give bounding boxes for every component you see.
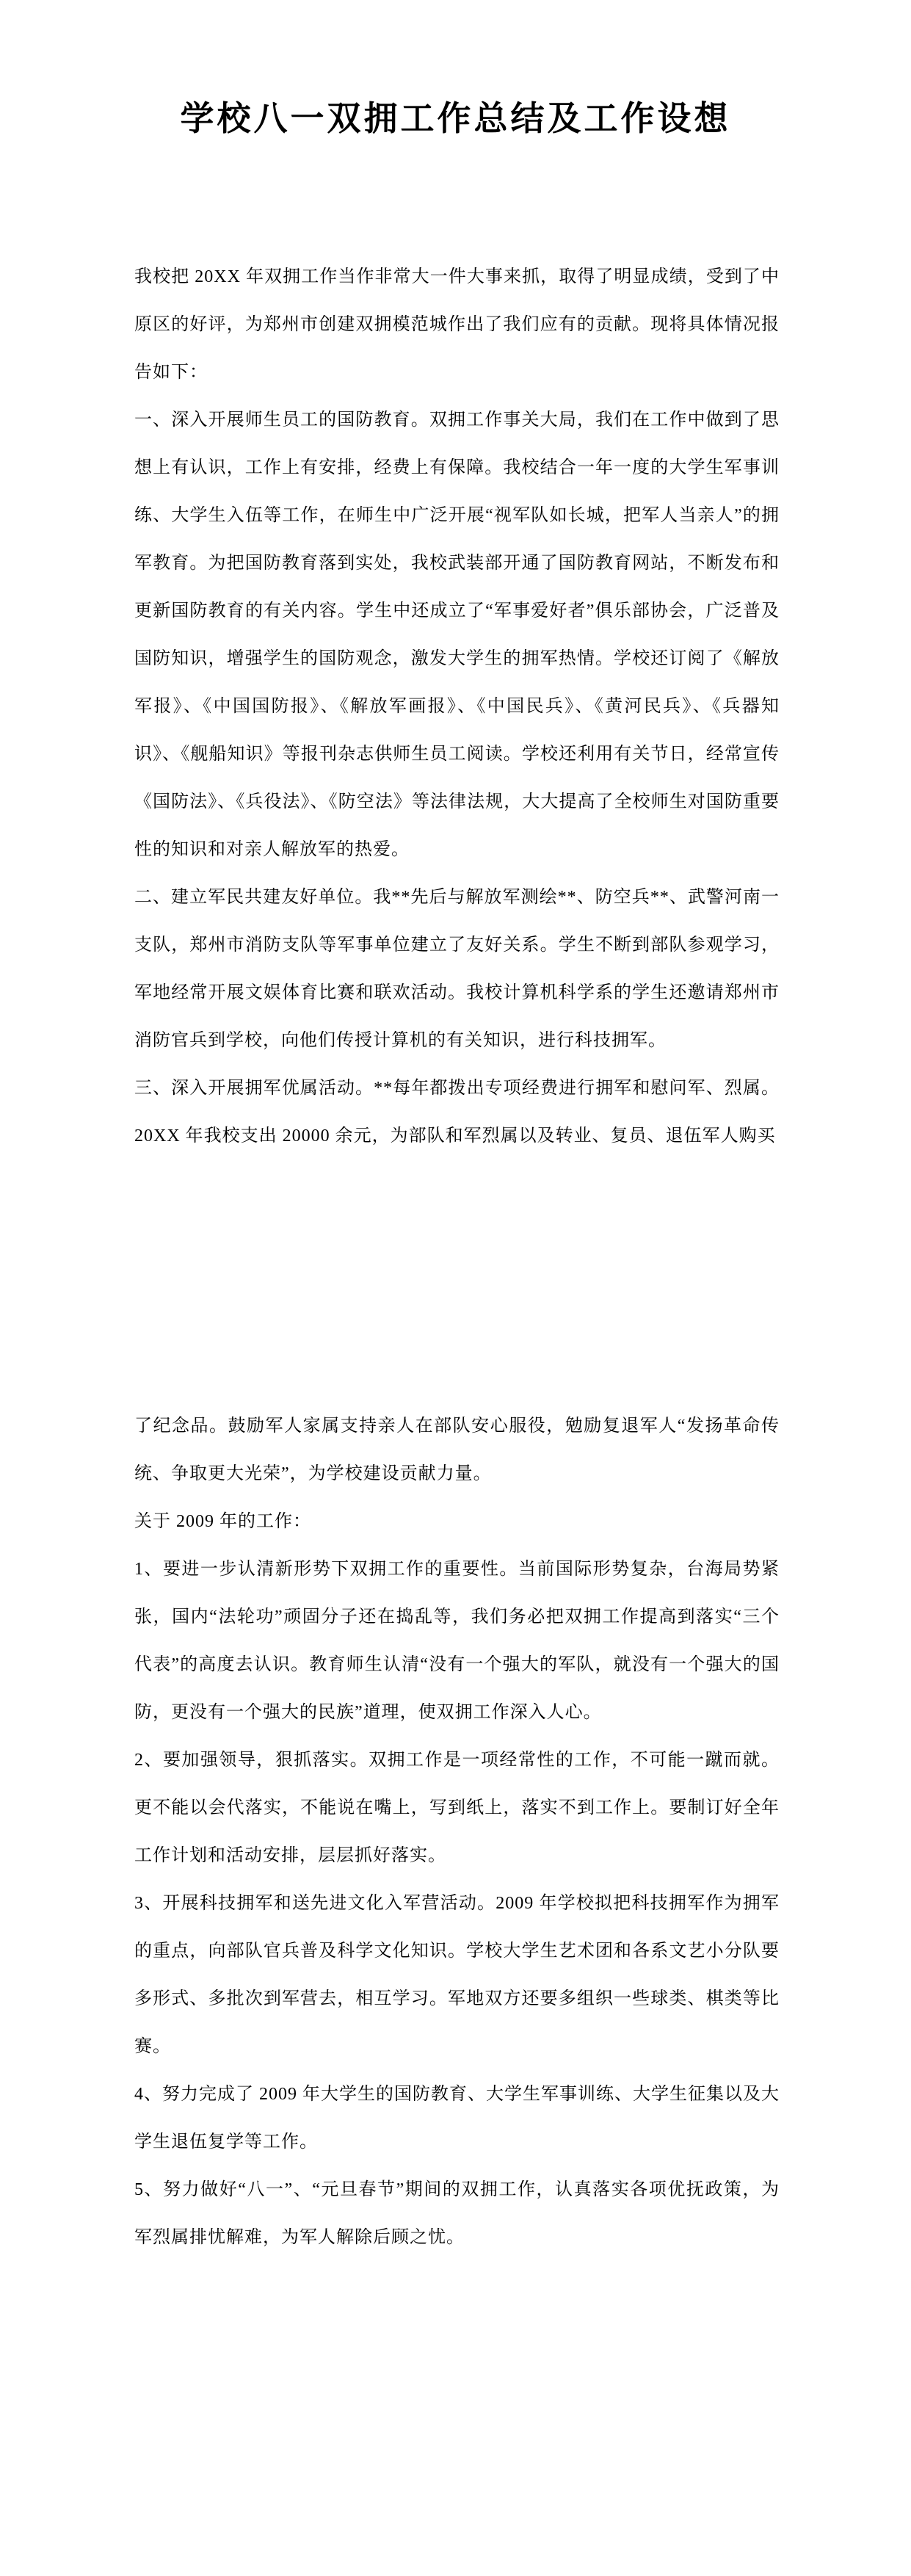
paragraph-item-5: 5、努力做好“八一”、“元旦春节”期间的双拥工作，认真落实各项优抚政策，为军烈属排忧解难，为军人解除后顾之忧。 [134,2180,780,2247]
document-body [134,253,780,2262]
paragraph-2009-heading: 关于 2009 年的工作： [134,1512,311,1531]
paragraph-item-2: 2、要加强领导，狠抓落实。双拥工作是一项经常性的工作，不可能一蹴而就。更不能以会代落实，不能说在嘴上，写到纸上，落实不到工作上。要制订好全年工作计划和活动安排，层层抓好落实。 [134,1751,780,1865]
document-title: 学校八一双拥工作总结及工作设想 [180,100,731,137]
paragraph-item-4: 4、努力完成了 2009 年大学生的国防教育、大学生军事训练、大学生征集以及大学生退伍复学等工作。 [134,2085,780,2152]
paragraph-intro: 我校把 20XX 年双拥工作当作非常大一件大事来抓，取得了明显成绩，受到了中原区的好评，为郑州市创建双拥模范城作出了我们应有的贡献。现将具体情况报告如下： [134,267,780,382]
paragraph-item-3: 3、开展科技拥军和送先进文化入军营活动。2009 年学校拟把科技拥军作为拥军的重点，向部队官兵普及科学文化知识。学校大学生艺术团和各系文艺小分队要多形式、多批次到军营去，相互学习。军地双方还要多组织一些球类、棋类等比赛。 [134,1894,780,2056]
paragraph-section-3-part-1: 三、深入开展拥军优属活动。**每年都拨出专项经费进行拥军和慰问军、烈属。20XX 年我校支出 20000 余元，为部队和军烈属以及转业、复员、退伍军人购买 [134,1079,780,1146]
paragraph-section-2: 二、建立军民共建友好单位。我**先后与解放军测绘**、防空兵**、武警河南一支队，郑州市消防支队等军事单位建立了友好关系。学生不断到部队参观学习，军地经常开展文娱体育比赛和联欢活动。我校计算机科学系的学生还邀请郑州市消防官兵到学校，向他们传授计算机的有关知识，进行科技拥军。 [134,888,780,1050]
paragraph-section-3-part-2: 了纪念品。鼓励军人家属支持亲人在部队安心服役，勉励复退军人“发扬革命传统、争取更大光荣”，为学校建设贡献力量。 [134,1417,780,1483]
paragraph-section-1: 一、深入开展师生员工的国防教育。双拥工作事关大局，我们在工作中做到了思想上有认识，工作上有安排，经费上有保障。我校结合一年一度的大学生军事训练、大学生入伍等工作，在师生中广泛开展“视军队如长城，把军人当亲人”的拥军教育。为把国防教育落到实处，我校武装部开通了国防教育网站，不断发布和更新国防教育的有关内容。学生中还成立了“军事爱好者”俱乐部协会，广泛普及国防知识，增强学生的国防观念，激发大学生的拥军热情。学校还订阅了《解放军报》、《中国国防报》、《解放军画报》、《中国民兵》、《黄河民兵》、《兵器知识》、《舰船知识》等报刊杂志供师生员工阅读。学校还利用有关节日，经常宣传《国防法》、《兵役法》、《防空法》等法律法规，大大提高了全校师生对国防重要性的知识和对亲人解放军的热爱。 [134,410,780,859]
page-break-gap [134,1160,780,1403]
paragraph-item-1: 1、要进一步认清新形势下双拥工作的重要性。当前国际形势复杂，台海局势紧张，国内“法轮功”顽固分子还在捣乱等，我们务必把双拥工作提高到落实“三个代表”的高度去认识。教育师生认清“没有一个强大的军队，就没有一个强大的国防，更没有一个强大的民族”道理，使双拥工作深入人心。 [134,1560,780,1722]
